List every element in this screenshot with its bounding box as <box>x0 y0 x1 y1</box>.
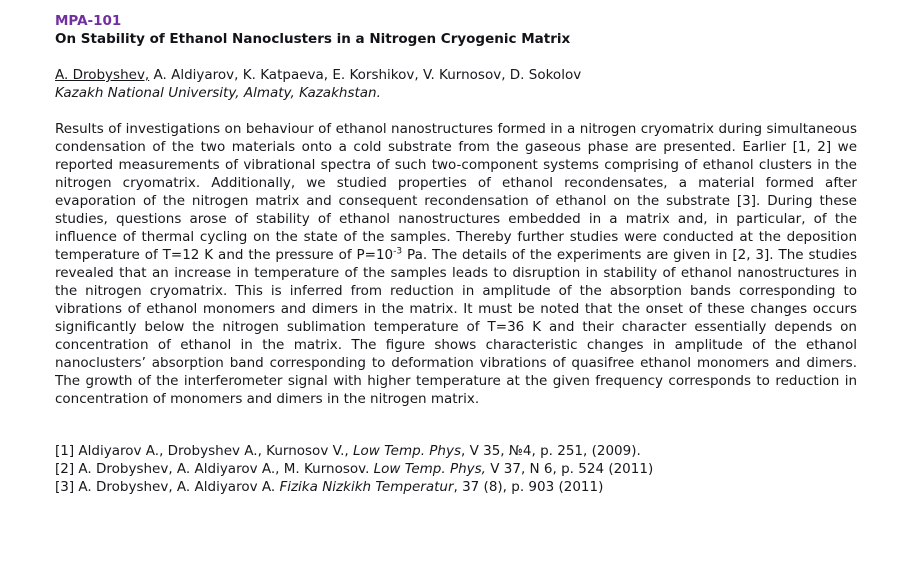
references-list <box>55 442 857 496</box>
paper-code: MPA-101 <box>55 13 122 29</box>
reference-2-details: V 37, N 6, p. 524 (2011) <box>485 461 654 477</box>
reference-3-authors: [3] A. Drobyshev, A. Aldiyarov A. <box>55 479 280 495</box>
abstract-text-after-exponent: Pa. The details of the experiments are given in [2, 3]. The studies revealed that an increase in temperature of the samples leads to disruption in stability of ethanol nanostructures in the nitrogen cryomatrix. This is inferred from reduction in amplitude of the absorption bands corresponding to vibrations of ethanol monomers and dimers in the matrix. It must be noted that the onset of these changes occurs significantly below the nitrogen sublimation temperature of T=36 K and their character essentially depends on concentration of ethanol in the matrix. The figure shows characteristic changes in amplitude of the ethanol nanoclusters’ absorption band corresponding to deformation vibrations of quasifree ethanol monomers and dimers. The growth of the interferometer signal with higher temperature at the given frequency corresponds to reduction in concentration of monomers and dimers in the nitrogen matrix. <box>55 247 857 407</box>
abstract-paragraph <box>55 120 857 408</box>
paper-title: On Stability of Ethanol Nanoclusters in a Nitrogen Cryogenic Matrix <box>55 31 571 47</box>
presenting-author: A. Drobyshev, <box>55 67 150 83</box>
reference-2-authors: [2] A. Drobyshev, A. Aldiyarov A., M. Kurnosov. <box>55 461 374 477</box>
pressure-exponent: -3 <box>393 246 403 257</box>
reference-3-details: , 37 (8), p. 903 (2011) <box>453 479 604 495</box>
reference-2-journal: Low Temp. Phys, <box>373 461 486 477</box>
reference-1 <box>55 442 857 460</box>
coauthors: A. Aldiyarov, K. Katpaeva, E. Korshikov, V. Kurnosov, D. Sokolov <box>149 67 582 83</box>
reference-2 <box>55 460 857 478</box>
reference-1-journal: Low Temp. Phys <box>352 443 462 459</box>
abstract-text-before-exponent: Results of investigations on behaviour of ethanol nanostructures formed in a nitrogen cryomatrix during simultaneous condensation of the two materials onto a cold substrate from the gaseous phase are presented. Earlier [1, 2] we reported measurements of vibrational spectra of such two-component systems comprising of ethanol clusters in the nitrogen cryomatrix. Additionally, we studied properties of ethanol recondensates, a material formed after evaporation of the nitrogen matrix and consequent recondensation of ethanol on the substrate [3]. During these studies, questions arose of stability of ethanol nanostructures embedded in a matrix and, in particular, of the influence of thermal cycling on the state of the samples. Thereby further studies were conducted at the deposition temperature of T=12 K and the pressure of P=10 <box>55 121 857 263</box>
reference-1-authors: [1] Aldiyarov A., Drobyshev A., Kurnosov V., <box>55 443 353 459</box>
affiliation-line: Kazakh National University, Almaty, Kazakhstan. <box>55 85 381 101</box>
reference-1-details: , V 35, №4, p. 251, (2009). <box>461 443 641 459</box>
authors-line <box>55 66 857 84</box>
abstract-content <box>55 12 857 496</box>
reference-3-journal: Fizika Nizkikh Temperatur <box>279 479 454 495</box>
reference-3 <box>55 478 857 496</box>
